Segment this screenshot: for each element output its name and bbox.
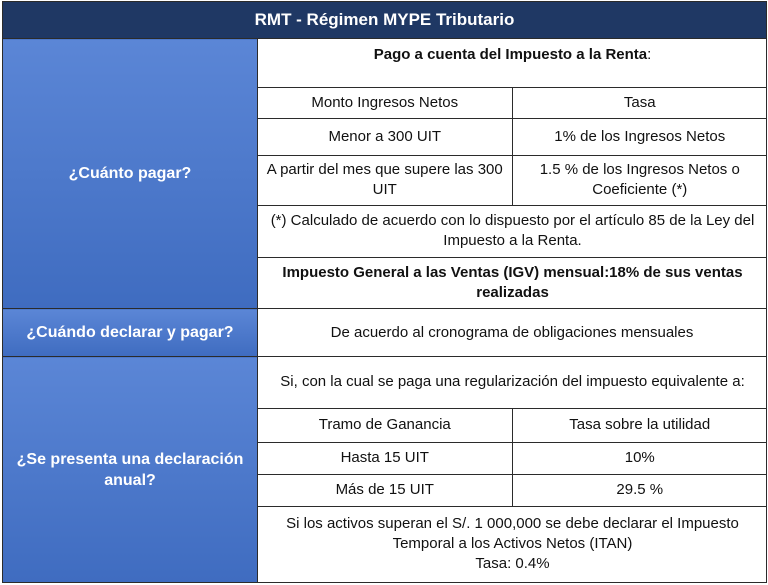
tramo-row1-label: Hasta 15 UIT bbox=[258, 442, 512, 474]
question-cuanto-pagar: ¿Cuánto pagar? bbox=[3, 39, 258, 309]
itan-text: Si los activos superan el S/. 1 000,000 se debe declarar el Impuesto Temporal a los Activos Netos (ITAN) bbox=[286, 514, 739, 552]
row1-tasa: 1% de los Ingresos Netos bbox=[512, 118, 767, 155]
section1-inner-table bbox=[258, 39, 767, 308]
row2-tasa: 1.5 % de los Ingresos Netos o Coeficiente (*) bbox=[512, 155, 767, 205]
pago-a-cuenta-heading-text: Pago a cuenta del Impuesto a la Renta bbox=[373, 46, 648, 63]
pago-a-cuenta-heading bbox=[258, 39, 767, 87]
regularizacion-intro: Si, con la cual se paga una regularización del impuesto equivalente a: bbox=[258, 357, 767, 408]
rmt-table bbox=[2, 1, 767, 583]
col-header-tramo: Tramo de Ganancia bbox=[258, 408, 512, 442]
heading-colon: : bbox=[647, 46, 652, 63]
col-header-tasa: Tasa bbox=[512, 87, 767, 118]
igv-text: Impuesto General a las Ventas (IGV) mensual:18% de sus ventas realizadas bbox=[282, 263, 743, 301]
question-declaracion-anual: ¿Se presenta una declaración anual? bbox=[3, 357, 258, 583]
table-title: RMT - Régimen MYPE Tributario bbox=[3, 2, 767, 39]
col-header-tasa-utilidad: Tasa sobre la utilidad bbox=[512, 408, 767, 442]
row2-monto: A partir del mes que supere las 300 UIT bbox=[258, 155, 512, 205]
itan-cell bbox=[258, 506, 767, 581]
question-cuando-declarar: ¿Cuándo declarar y pagar? bbox=[3, 309, 258, 357]
itan-rate: Tasa: 0.4% bbox=[475, 554, 550, 572]
note-articulo-85: (*) Calculado de acuerdo con lo dispuesto por el artículo 85 de la Ley del Impuesto a la Renta. bbox=[258, 205, 767, 257]
section3-content bbox=[258, 357, 767, 583]
section2-answer: De acuerdo al cronograma de obligaciones mensuales bbox=[258, 309, 767, 357]
section1-content bbox=[258, 39, 767, 309]
col-header-monto: Monto Ingresos Netos bbox=[258, 87, 512, 118]
section3-inner-table bbox=[258, 357, 767, 581]
row1-monto: Menor a 300 UIT bbox=[258, 118, 512, 155]
tramo-row2-label: Más de 15 UIT bbox=[258, 474, 512, 506]
tramo-row1-rate: 10% bbox=[512, 442, 767, 474]
tramo-row2-rate: 29.5 % bbox=[512, 474, 767, 506]
